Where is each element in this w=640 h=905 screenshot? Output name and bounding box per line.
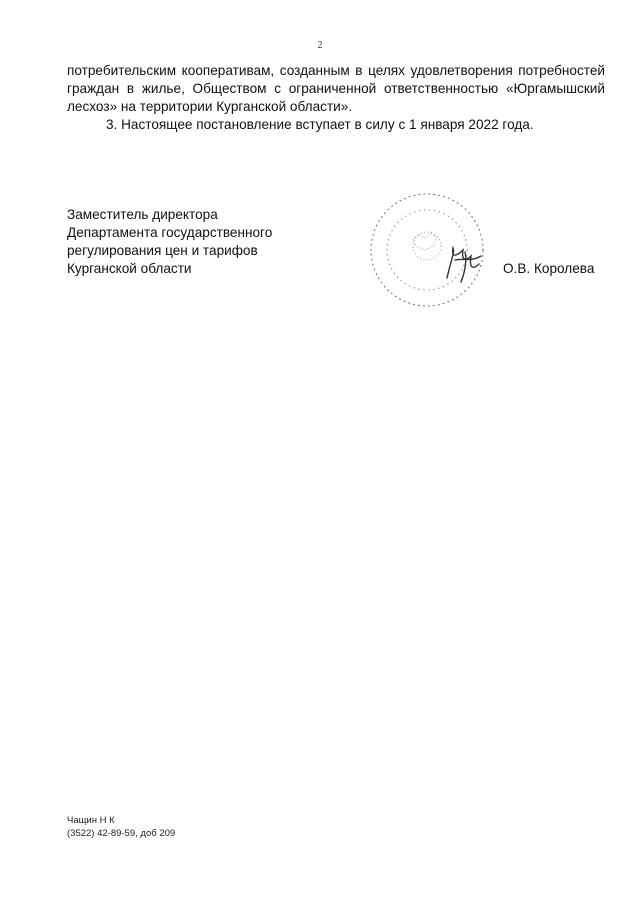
stamp-seal-icon <box>355 190 495 320</box>
body-text <box>67 62 605 134</box>
executor-phone: (3522) 42-89-59, доб 209 <box>67 828 176 839</box>
paragraph-continuation: потребительским кооперативам, созданным в целях удовлетворения потребностей граждан в жилье, Обществом с ограниченной ответственностью «Юргамышский лесхоз» на территории Курганской области». <box>67 63 605 114</box>
signatory-title-line: регулирования цен и тарифов <box>67 243 258 258</box>
executor-name: Чащин Н К <box>67 815 115 826</box>
signatory-title-line: Департамента государственного <box>67 225 273 240</box>
signatory-title <box>67 206 367 278</box>
signatory-name: О.В. Королева <box>503 261 595 276</box>
signatory-title-line: Заместитель директора <box>67 207 218 222</box>
executor-info <box>67 814 175 840</box>
signatory-title-line: Курганской области <box>67 261 192 276</box>
page-number: 2 <box>317 40 323 51</box>
paragraph-effective-date: 3. Настоящее постановление вступает в силу с 1 января 2022 года. <box>106 117 534 132</box>
